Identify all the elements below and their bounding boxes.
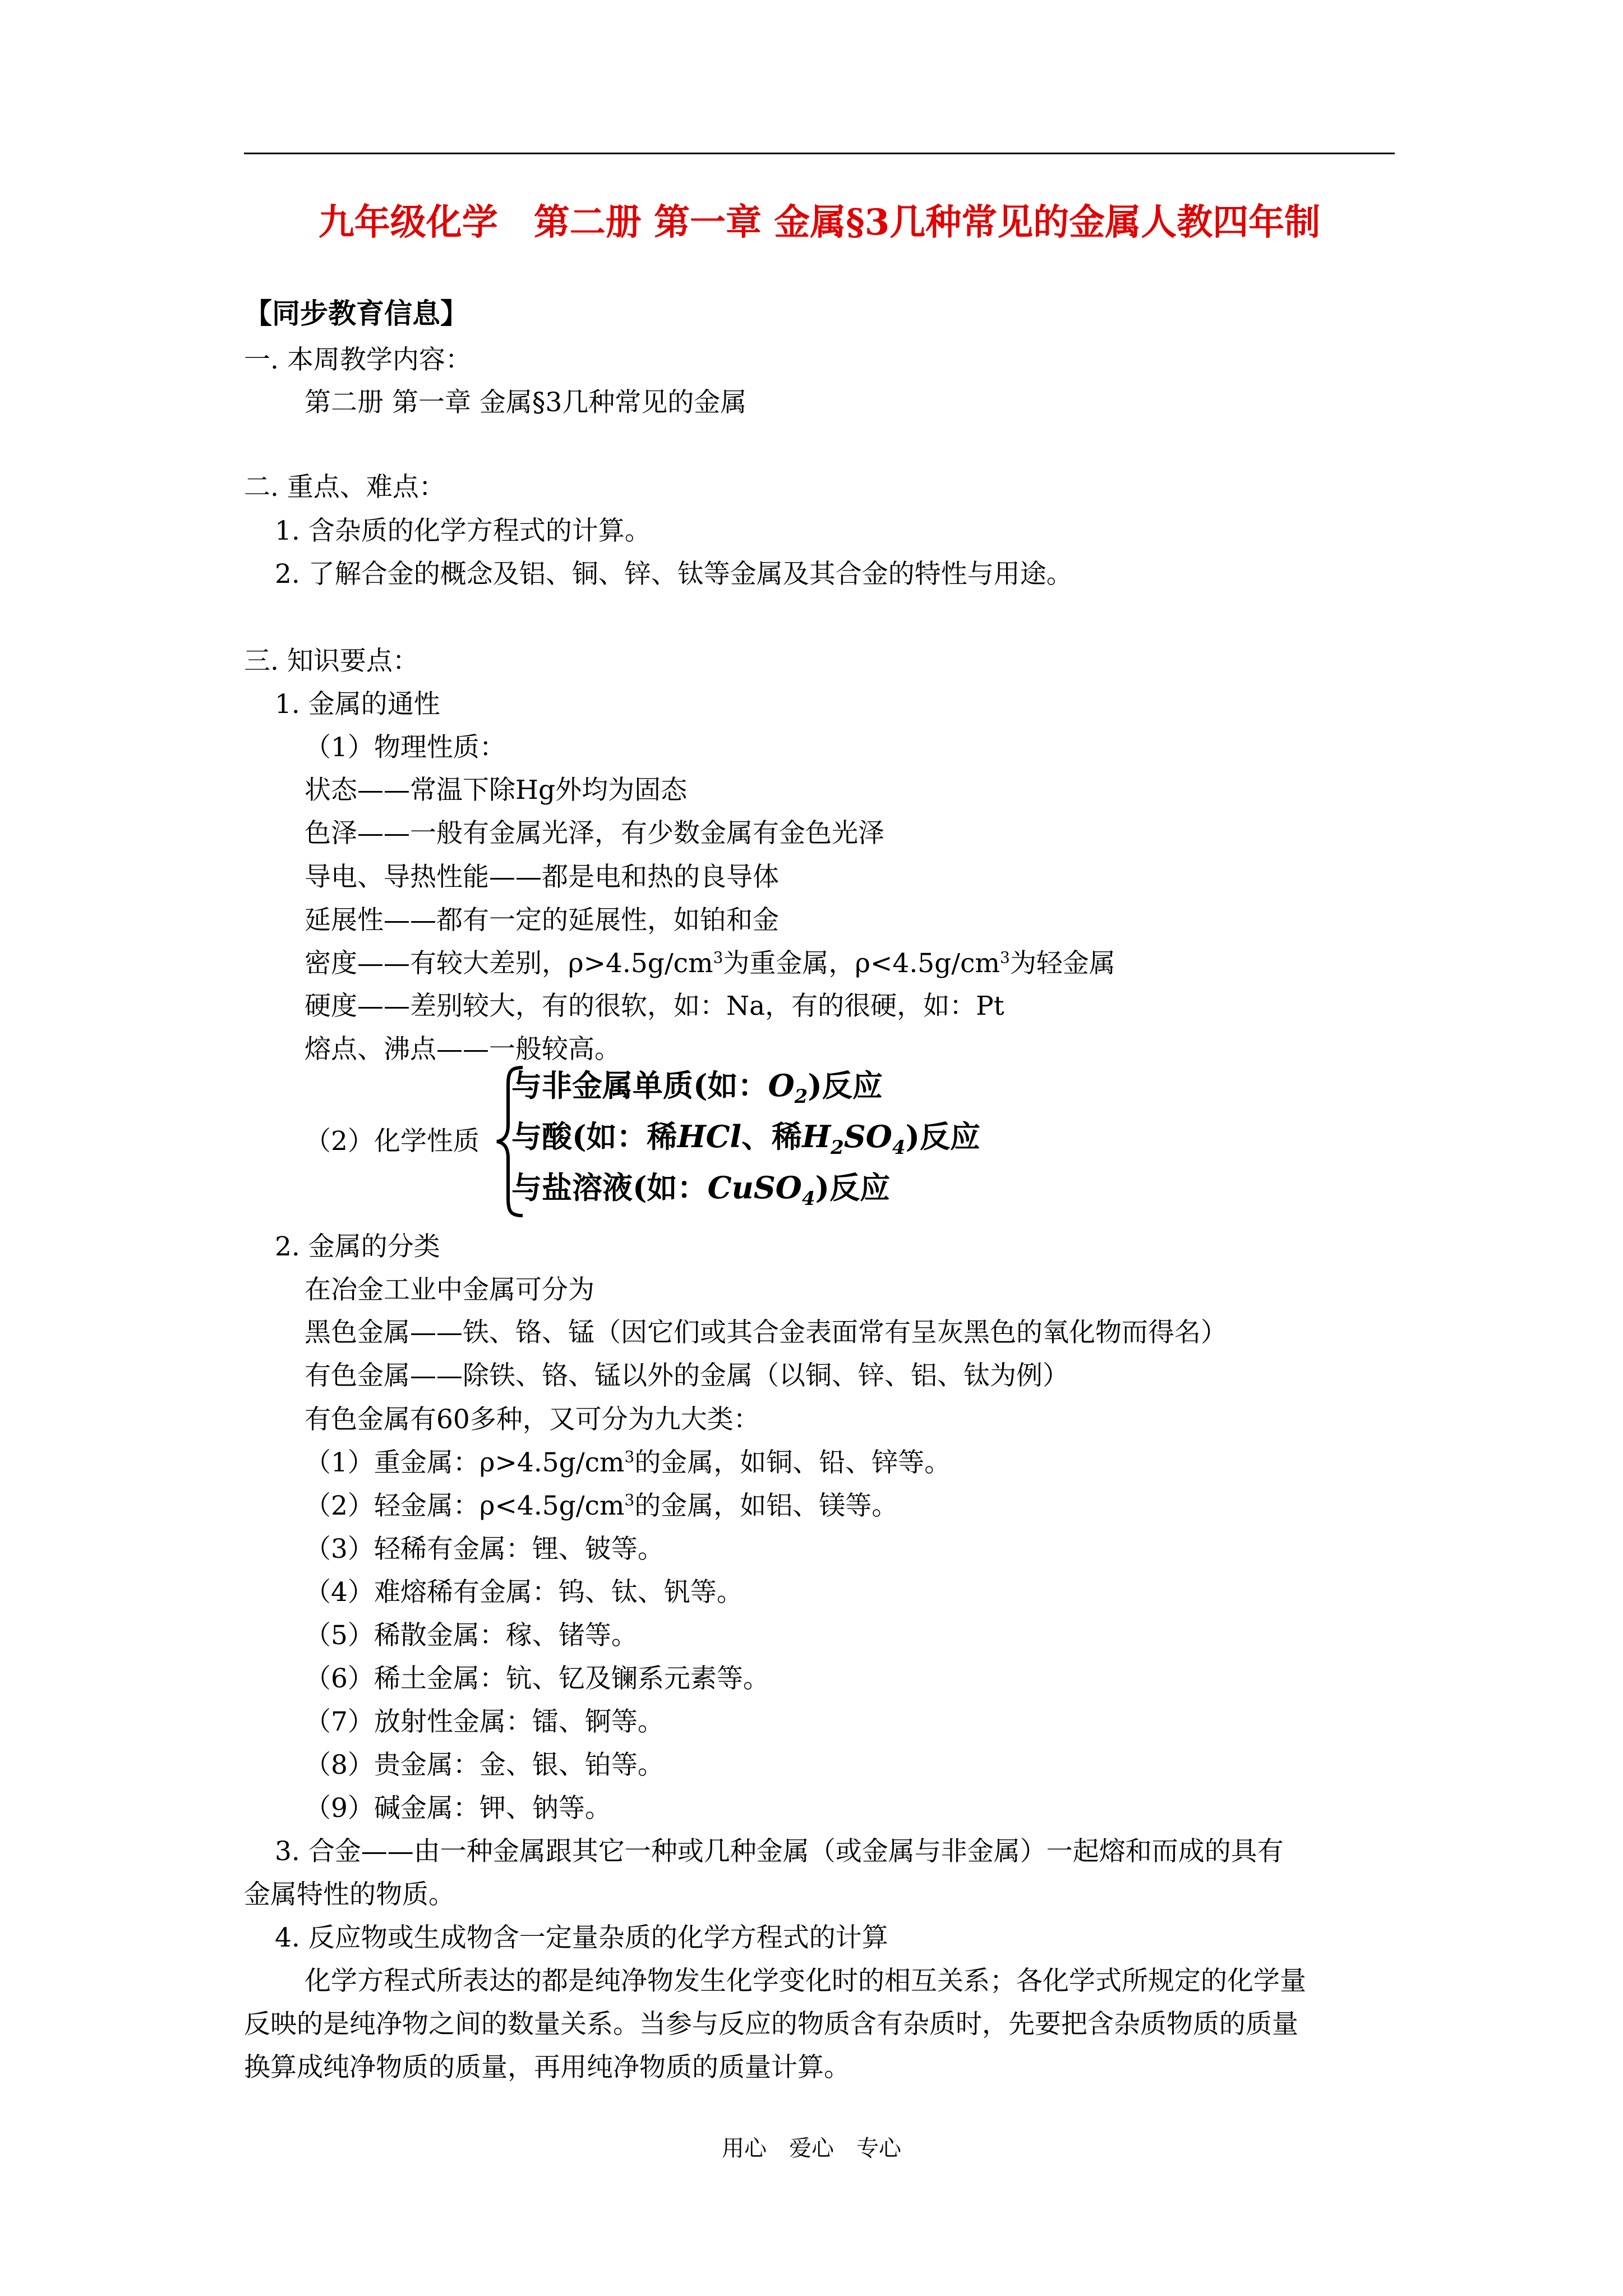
melting-line: 熔点、沸点——一般较高。 <box>305 1034 621 1065</box>
header-rule <box>244 153 1395 154</box>
class-7: （7）放射性金属：镭、锕等。 <box>305 1706 664 1737</box>
s2-item-1: 1. 含杂质的化学方程式的计算。 <box>275 516 651 546</box>
class-3: （3）轻稀有金属：锂、铍等。 <box>305 1534 664 1565</box>
black-metals: 黑色金属——铁、铬、锰（因它们或其合金表面常有呈灰黑色的氧化物而得名） <box>305 1317 1227 1348</box>
s1-heading: 一. 本周教学内容： <box>244 344 472 375</box>
chem3-text-b: )反应 <box>815 1170 891 1205</box>
chem1-text-a: 与非金属单质(如： <box>511 1068 768 1103</box>
chem2-subscript-1: 2 <box>831 1136 844 1159</box>
density-text-c: 为轻金属 <box>1009 948 1115 979</box>
p4-line-1: 化学方程式所表达的都是纯净物发生化学变化时的相互关系；各化学式所规定的化学量 <box>305 1966 1306 1996</box>
colored-metals: 有色金属——除铁、铬、锰以外的金属（以铜、锌、铝、钛为例） <box>305 1360 1069 1391</box>
colored-count: 有色金属有60多种，又可分为九大类： <box>305 1404 760 1435</box>
state-line: 状态——常温下除Hg外均为固态 <box>305 775 688 806</box>
p2-intro: 在冶金工业中金属可分为 <box>305 1274 594 1305</box>
chem3-formula: CuSO <box>707 1170 802 1205</box>
chem2-formula-hcl: HCl <box>677 1119 742 1154</box>
physical-heading: （1）物理性质： <box>305 732 506 763</box>
p1-heading: 1. 金属的通性 <box>275 689 440 720</box>
class-1-sup: 3 <box>624 1447 635 1466</box>
density-text-a: 密度——有较大差别，ρ>4.5g/cm <box>305 948 713 979</box>
section-header: 【同步教育信息】 <box>244 297 468 330</box>
class-1-b: 的金属，如铜、铅、锌等。 <box>634 1447 951 1478</box>
p3-line-1: 3. 合金——由一种金属跟其它一种或几种金属（或金属与非金属）一起熔和而成的具有 <box>275 1836 1284 1867</box>
conductivity-line: 导电、导热性能——都是电和热的良导体 <box>305 862 779 892</box>
chem2-text-a: 与酸(如：稀 <box>511 1119 677 1154</box>
class-2-sup: 3 <box>624 1490 635 1510</box>
chem1-subscript: 2 <box>794 1085 808 1108</box>
p2-heading: 2. 金属的分类 <box>275 1231 440 1262</box>
s2-heading: 二. 重点、难点： <box>244 472 445 503</box>
class-6: （6）稀土金属：钪、钇及镧系元素等。 <box>305 1663 769 1694</box>
density-sup-1: 3 <box>713 948 723 967</box>
chem2-formula-so: SO <box>843 1119 892 1154</box>
chem2-text-b: )反应 <box>905 1119 981 1154</box>
p3-line-2: 金属特性的物质。 <box>244 1879 455 1910</box>
chem3-subscript: 4 <box>801 1187 815 1210</box>
class-1 <box>305 1446 951 1480</box>
chem-label: （2）化学性质 <box>305 1126 479 1157</box>
density-line <box>305 946 1115 981</box>
s2-item-2: 2. 了解合金的概念及铝、铜、锌、钛等金属及其合金的特性与用途。 <box>275 559 1073 590</box>
chem2-formula-h: H <box>802 1119 831 1154</box>
chem-property-1 <box>511 1066 883 1108</box>
color-line: 色泽——一般有金属光泽，有少数金属有金色光泽 <box>305 818 884 849</box>
class-4: （4）难熔稀有金属：钨、钛、钒等。 <box>305 1577 743 1608</box>
class-2 <box>305 1489 898 1524</box>
page-title: 九年级化学 第二册 第一章 金属§3几种常见的金属人教四年制 <box>318 201 1321 243</box>
s1-content: 第二册 第一章 金属§3几种常见的金属 <box>305 387 747 418</box>
p4-line-3: 换算成纯净物质的质量，再用纯净物质的质量计算。 <box>244 2052 850 2083</box>
hardness-line: 硬度——差别较大，有的很软，如：Na，有的很硬，如：Pt <box>305 991 1004 1022</box>
density-text-b: 为重金属，ρ<4.5g/cm <box>723 948 1000 979</box>
p4-line-2: 反映的是纯净物之间的数量关系。当参与反应的物质含有杂质时，先要把含杂质物质的质量 <box>244 2009 1298 2040</box>
chem3-text-a: 与盐溶液(如： <box>511 1170 708 1205</box>
chem2-subscript-2: 4 <box>892 1136 906 1159</box>
chem1-formula: O <box>768 1068 795 1103</box>
class-9: （9）碱金属：钾、钠等。 <box>305 1793 611 1824</box>
class-2-b: 的金属，如铝、镁等。 <box>634 1490 898 1521</box>
class-5: （5）稀散金属：稼、锗等。 <box>305 1620 638 1651</box>
chem2-text-mid: 、稀 <box>741 1119 803 1154</box>
class-2-a: （2）轻金属：ρ<4.5g/cm <box>305 1490 625 1521</box>
class-8: （8）贵金属：金、银、铂等。 <box>305 1750 664 1780</box>
chem1-text-b: )反应 <box>808 1068 883 1103</box>
density-sup-2: 3 <box>999 948 1010 967</box>
chem-property-3 <box>511 1168 891 1210</box>
s3-heading: 三. 知识要点： <box>244 646 419 677</box>
p4-heading: 4. 反应物或生成物含一定量杂质的化学方程式的计算 <box>275 1922 888 1953</box>
ductility-line: 延展性——都有一定的延展性，如铂和金 <box>305 905 779 936</box>
chem-property-2 <box>511 1117 981 1159</box>
class-1-a: （1）重金属：ρ>4.5g/cm <box>305 1447 625 1478</box>
page-footer: 用心 爱心 专心 <box>722 2136 901 2161</box>
